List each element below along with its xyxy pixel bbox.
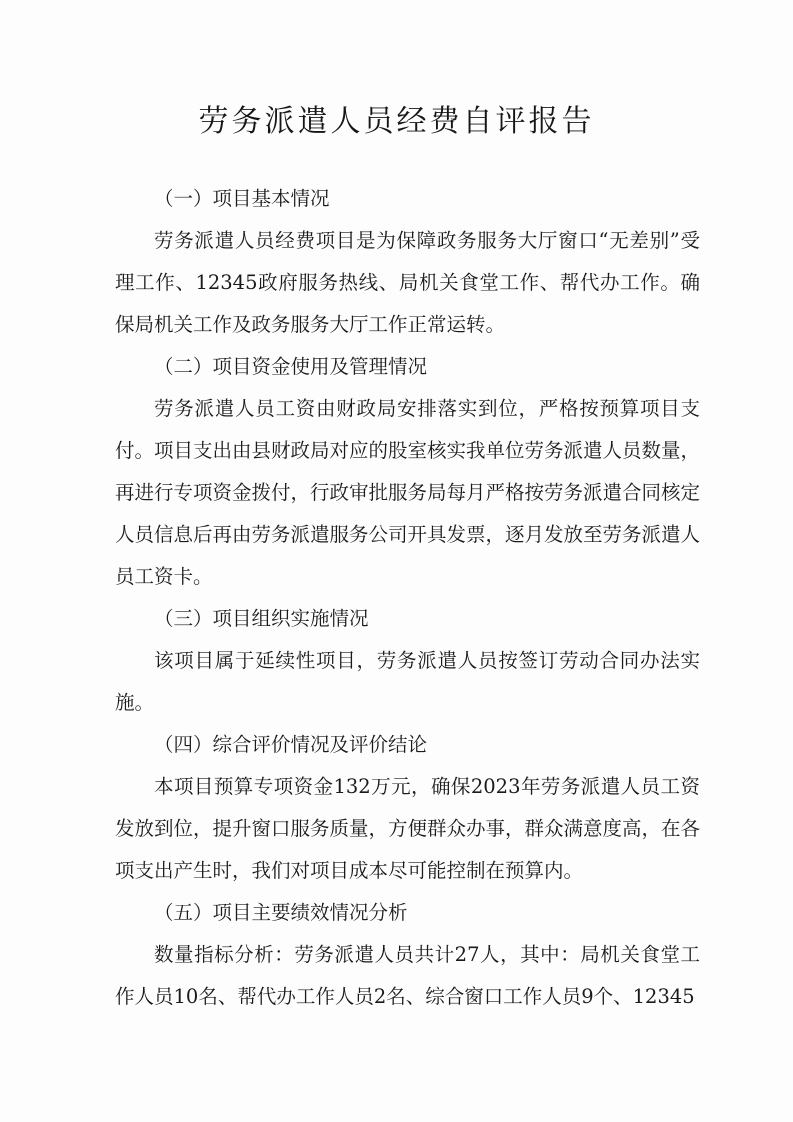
section-3-heading: （三）项目组织实施情况 [154,607,369,630]
section-2-heading: （二）项目资金使用及管理情况 [154,355,428,378]
section-5-heading: （五）项目主要绩效情况分析 [154,901,408,924]
section-5-paragraph: 数量指标分析：劳务派遣人员共计27人，其中：局机关食堂工作人员10名、帮代办工作人员2名、综合窗口工作人员9个、12345 [115,943,700,1008]
section-4-heading: （四）综合评价情况及评价结论 [154,733,428,756]
section-3-paragraph: 该项目属于延续性项目，劳务派遣人员按签订劳动合同办法实施。 [115,649,700,714]
document-title: 劳务派遣人员经费自评报告 [198,104,595,139]
section-1-paragraph: 劳务派遣人员经费项目是为保障政务服务大厅窗口“无差别”受理工作、12345政府服务热线、局机关食堂工作、帮代办工作。确保局机关工作及政务服务大厅工作正常运转。 [115,229,700,336]
section-2-paragraph: 劳务派遣人员工资由财政局安排落实到位，严格按预算项目支付。项目支出由县财政局对应的股室核实我单位劳务派遣人员数量，再进行专项资金拨付，行政审批服务局每月严格按劳务派遣合同核定人员信息后再由劳务派遣服务公司开具发票，逐月发放至劳务派遣人员工资卡。 [115,397,701,588]
section-4-paragraph: 本项目预算专项资金132万元，确保2023年劳务派遣人员工资发放到位，提升窗口服务质量，方便群众办事，群众满意度高，在各项支出产生时，我们对项目成本尽可能控制在预算内。 [115,775,701,882]
section-1-heading: （一）项目基本情况 [154,187,330,210]
document-body [115,178,700,1018]
